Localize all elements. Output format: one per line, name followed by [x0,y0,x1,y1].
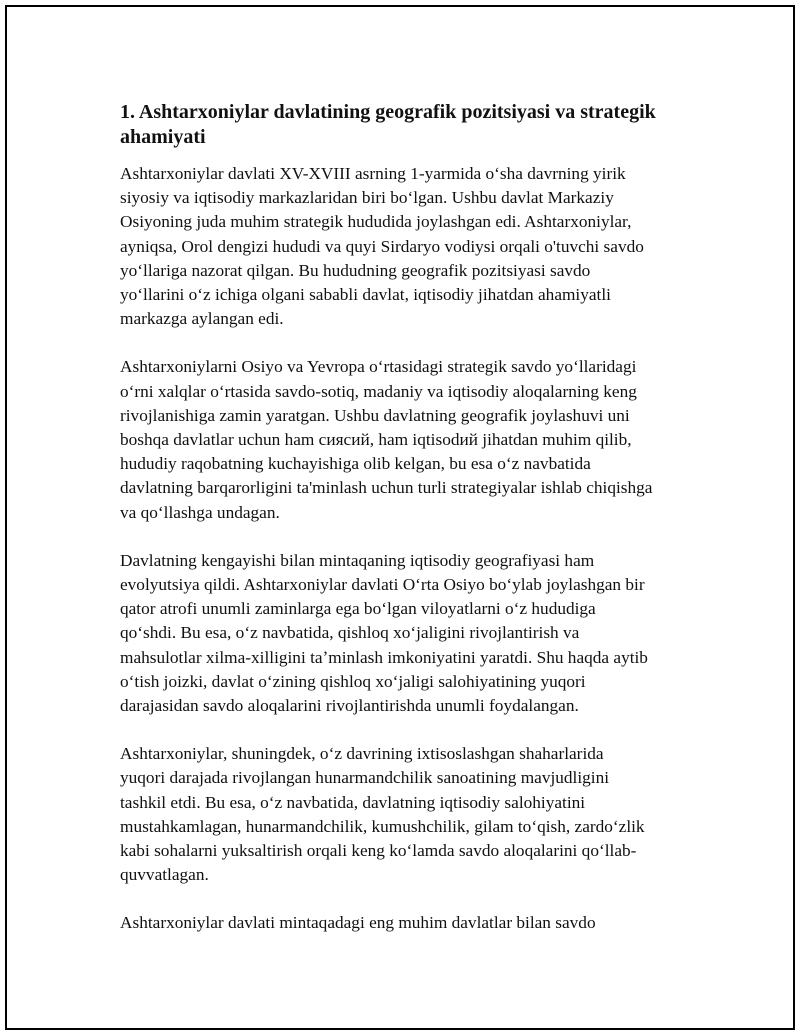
paragraph-2 [120,355,700,524]
paragraph-line: darajasidan savdo aloqalarini rivojlantirishda unumli foydalangan. [120,696,579,716]
document-body [120,100,700,960]
paragraph-5 [120,911,700,935]
paragraph-line: Ashtarxoniylar davlati mintaqadagi eng muhim davlatlar bilan savdo [120,913,596,933]
paragraph-line: mahsulotlar xilma-xilligini taʼminlash imkoniyatini yaratdi. Shu haqda aytib [120,647,648,667]
paragraph-line: rivojlanishiga zamin yaratgan. Ushbu davlatning geografik joylashuvi uni [120,405,630,425]
paragraph-line: Ashtarxoniylar, shuningdek, oʻz davrining ixtisoslashgan shaharlarida [120,744,604,764]
paragraph-line: mustahkamlagan, hunarmandchilik, kumushchilik, gilam toʻqish, zardoʻzlik [120,816,645,836]
paragraph-line: tashkil etdi. Bu esa, oʻz navbatida, davlatning iqtisodiy salohiyatini [120,792,586,812]
paragraph-line: Osiyoning juda muhim strategik hududida joylashgan edi. Ashtarxoniylar, [120,212,632,232]
paragraph-4 [120,742,700,887]
paragraph-line: yoʻllariga nazorat qilgan. Bu hududning geografik pozitsiyasi savdo [120,260,591,280]
paragraph-line: oʻtish joizki, davlat oʻzining qishloq xoʻjaligi salohiyatining yuqori [120,671,586,691]
section-heading: 1. Ashtarxoniylar davlatining geografik pozitsiyasi va strategik ahamiyati [120,101,656,148]
paragraph-line: yoʻllarini oʻz ichiga olgani sababli davlat, iqtisodiy jihatdan ahamiyatli [120,285,611,305]
paragraph-line: kabi sohalarni yuksaltirish orqali keng koʻlamda savdo aloqalarini qoʻllab- [120,841,637,861]
paragraph-line: yuqori darajada rivojlangan hunarmandchilik sanoatining mavjudligini [120,768,610,788]
paragraph-line: oʻrni xalqlar oʻrtasida savdo-sotiq, madaniy va iqtisodiy aloqalarning keng [120,381,637,401]
paragraph-line: siyosiy va iqtisodiy markazlaridan biri boʻlgan. Ushbu davlat Markaziy [120,188,614,208]
paragraph-line: davlatning barqarorligini ta'minlash uchun turli strategiyalar ishlab chiqishga [120,478,653,498]
paragraph-line: qoʻshdi. Bu esa, oʻz navbatida, qishloq xoʻjaligini rivojlantirish va [120,623,580,643]
paragraph-line: ayniqsa, Orol dengizi hududi va quyi Sirdaryo vodiysi orqali o'tuvchi savdo [120,236,644,256]
paragraph-3 [120,549,700,718]
paragraph-line: Ashtarxoniylarni Osiyo va Yevropa oʻrtasidagi strategik savdo yoʻllaridagi [120,357,637,377]
paragraph-line: Ashtarxoniylar davlati XV-XVIII asrning 1-yarmida oʻsha davrning yirik [120,164,626,183]
paragraph-line: qator atrofi unumli zaminlarga ega boʻlgan viloyatlarni oʻz hududiga [120,599,596,619]
paragraph-line: evolyutsiya qildi. Ashtarxoniylar davlati Oʻrta Osiyo boʻylab joylashgan bir [120,575,645,595]
paragraph-line: quvvatlagan. [120,865,209,885]
paragraph-line: Davlatning kengayishi bilan mintaqaning iqtisodiy geografiyasi ham [120,550,595,570]
paragraph-line: hududiy raqobatning kuchayishiga olib kelgan, bu esa oʻz navbatida [120,454,591,474]
paragraph-line: boshqa davlatlar uchun ham сиясий, ham iqtisodий jihatdan muhim qilib, [120,430,632,450]
page-frame [5,5,795,1030]
paragraph-line: markazga aylangan edi. [120,309,284,329]
paragraph-1 [120,162,700,331]
paragraph-line: va qoʻllashga undagan. [120,502,280,522]
